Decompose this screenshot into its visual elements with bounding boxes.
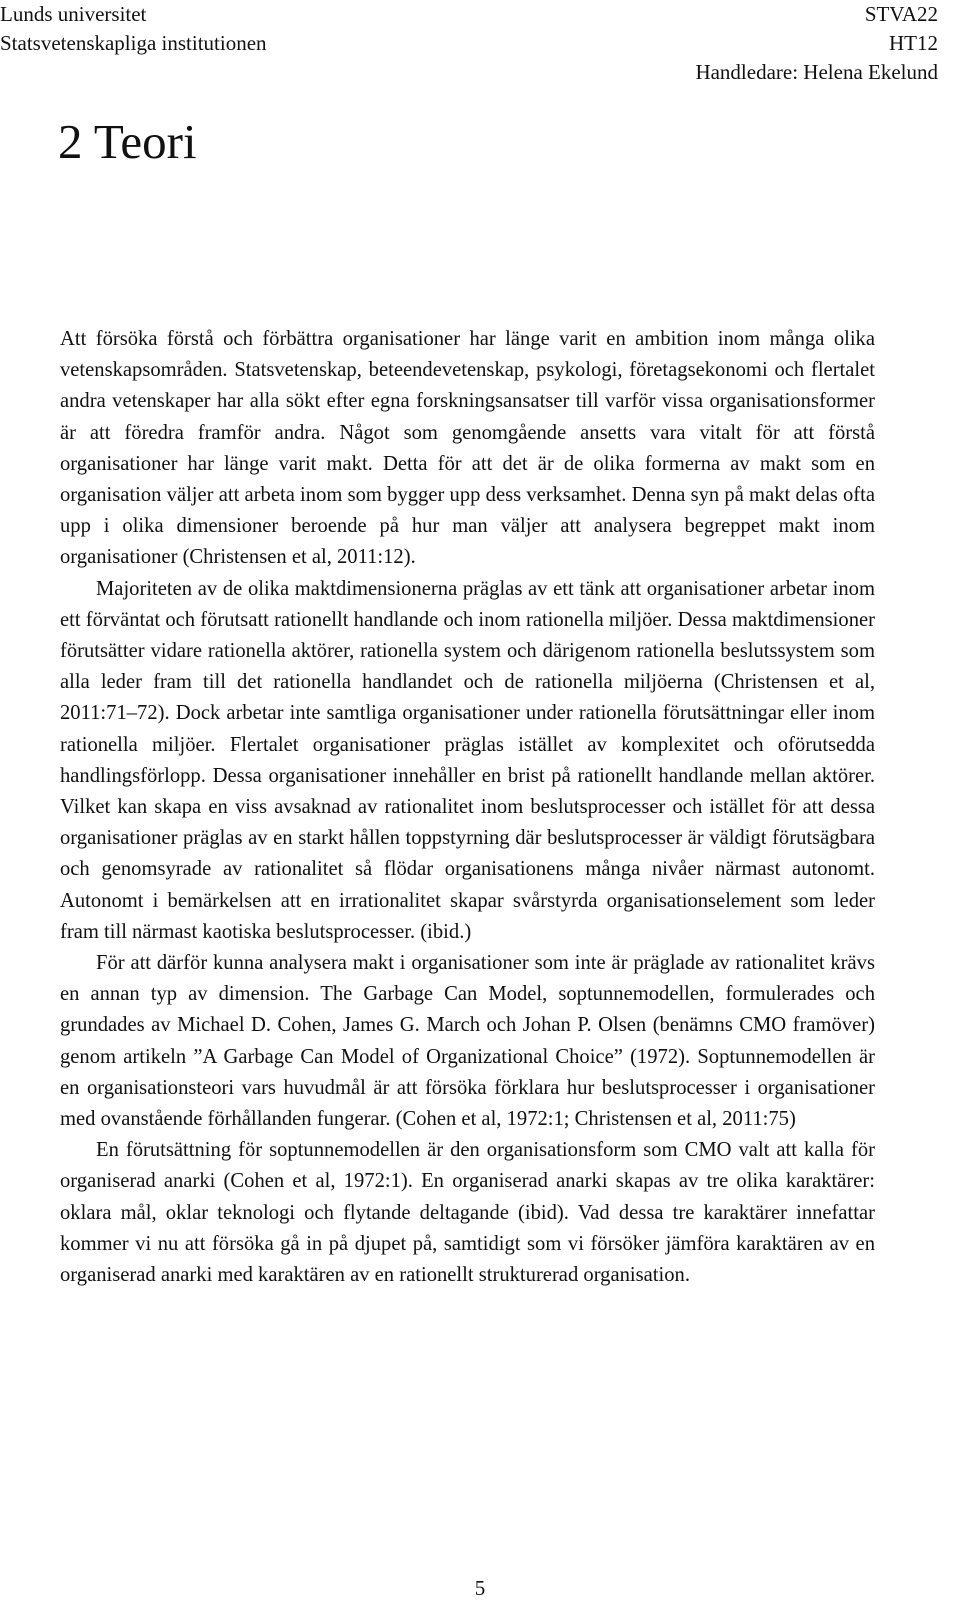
paragraph: Majoriteten av de olika maktdimensionerna präglas av ett tänk att organisationer arbetar inom ett förväntat och förutsatt rationellt handlande och inom rationella miljöer. Dessa maktdimensioner förutsätter vidare rationella aktörer, rationella system och därigenom rationella beslutssystem som alla leder fram till det rationella handlandet och de rationella miljöerna (Christensen et al, 2011:71–72). Dock arbetar inte samtliga organisationer under rationella förutsättningar eller inom rationella miljöer. Flertalet organisationer präglas istället av komplexitet och oförutsedda handlingsförlopp. Dessa organisationer innehåller en brist på rationellt handlande mellan aktörer. Vilket kan skapa en viss avsaknad av rationalitet inom beslutsprocesser och istället för att dessa organisationer präglas av en starkt hållen toppstyrning där beslutsprocesser är väldigt förutsägbara och genomsyrade av rationalitet så flödar organisationens många nivåer närmast autonomt. Autonomt i bemärkelsen att en irrationalitet skapar svårstyrda organisationselement som leder fram till närmast kaotiska beslutsprocesser. (ibid.)	[60, 577, 875, 943]
university-name: Lunds universitet	[0, 2, 147, 26]
supervisor: Handledare: Helena Ekelund	[695, 60, 938, 84]
department-name: Statsvetenskapliga institutionen	[0, 31, 267, 55]
page-header	[0, 0, 960, 90]
page-number: 5	[474, 1576, 486, 1600]
header-right	[695, 0, 938, 87]
course-code: STVA22	[864, 2, 938, 26]
paragraph: Att försöka förstå och förbättra organisationer har länge varit en ambition inom många olika vetenskapsområden. Statsvetenskap, beteendevetenskap, psykologi, företagsekonomi och flertalet andra vetenskaper har alla sökt efter egna forskningsansatser till varför vissa organisationsformer är att föredra framför andra. Något som genomgående ansetts vara vitalt för att förstå organisationer har länge varit makt. Detta för att det är de olika formerna av makt som en organisation väljer att arbeta inom som bygger upp dess verksamhet. Denna syn på makt delas ofta upp i olika dimensioner beroende på hur man väljer att analysera begreppet makt inom organisationer (Christensen et al, 2011:12).	[60, 328, 875, 569]
paragraph: För att därför kunna analysera makt i organisationer som inte är präglade av rationalitet krävs en annan typ av dimension. The Garbage Can Model, soptunnemodellen, formulerades och grundades av Michael D. Cohen, James G. March och Johan P. Olsen (benämns CMO framöver) genom artikeln ”A Garbage Can Model of Organizational Choice” (1972). Soptunnemodellen är en organisationsteori vars huvudmål är att försöka förklara hur beslutsprocesser i organisationer med ovanstående förhållanden fungerar. (Cohen et al, 1972:1; Christensen et al, 2011:75)	[60, 952, 875, 1131]
paragraph: En förutsättning för soptunnemodellen är den organisationsform som CMO valt att kalla för organiserad anarki (Cohen et al, 1972:1). En organiserad anarki skapas av tre olika karaktärer: oklara mål, oklar teknologi och flytande deltagande (ibid). Vad dessa tre karaktärer innefattar kommer vi nu att försöka gå in på djupet på, samtidigt som vi försöker jämföra karaktären av en organiserad anarki med karaktären av en rationellt strukturerad organisation.	[60, 1139, 875, 1287]
document-body	[60, 324, 875, 1291]
semester: HT12	[889, 31, 938, 55]
section-title: 2 Teori	[58, 114, 197, 169]
header-left	[0, 0, 267, 58]
